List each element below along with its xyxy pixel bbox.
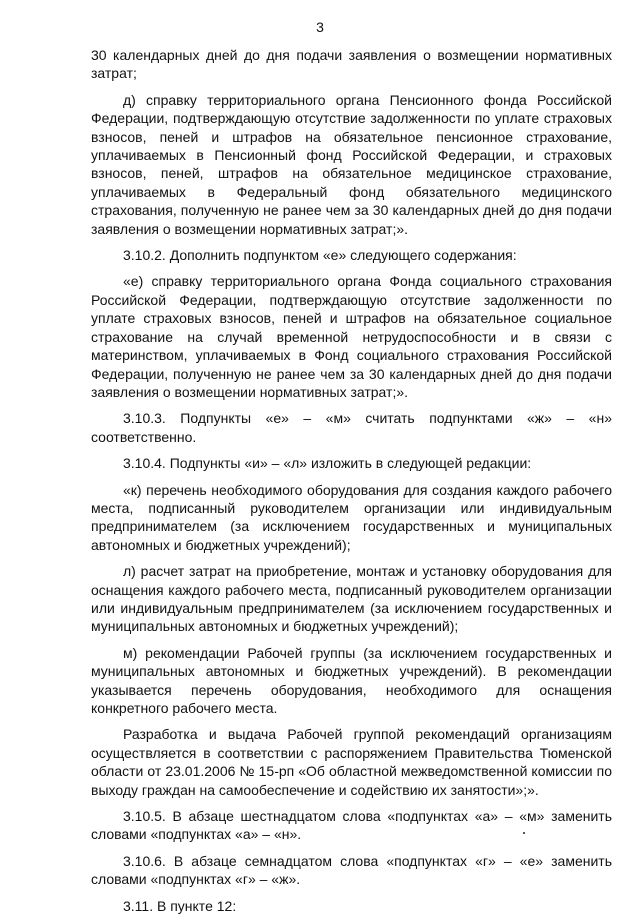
paragraph-3-10-4: 3.10.4. Подпункты «и» – «л» изложить в следующей редакции: [123,455,532,472]
scan-speck [523,832,525,834]
paragraph-item-k: «к) перечень необходимого оборудования для создания каждого рабочего места, подписанный руководителем организации или индивидуальным предпринимателем (за исключением государственных и муниципальных автономных и бюджетных учреждений); [91,481,612,553]
page-number: 3 [316,19,324,35]
document-body [91,46,612,923]
paragraph-item-e: «е) справку территориального органа Фонда социального страхования Российской Федерации, подтверждающую отсутствие задолженности по уплате страховых взносов, пеней и штрафов на обязательное социальное страхование на случай временной нетрудоспособности и в связи с материнством, уплачиваемых в Фонд социального страхования Российской Федерации, полученную не ранее чем за 30 календарных дней до дня подачи заявления о возмещении нормативных затрат;». [91,273,612,400]
paragraph-3-10-3: 3.10.3. Подпункты «е» – «м» считать подпунктами «ж» – «н» соответственно. [91,410,612,445]
paragraph-3-11: 3.11. В пункте 12: [123,897,237,914]
paragraph-3-10-2: 3.10.2. Дополнить подпунктом «е» следующего содержания: [123,247,517,264]
paragraph-3-10-5: 3.10.5. В абзаце шестнадцатом слова «подпунктах «а» – «м» заменить словами «подпунктах «а» – «н». [91,808,612,843]
paragraph-working-group: Разработка и выдача Рабочей группой рекомендаций организациям осуществляется в соответствии с распоряжением Правительства Тюменской области от 23.01.2006 № 15-рп «Об областной межведомственной комиссии по выходу граждан на самообеспечение и содействию их занятости»;». [91,726,612,798]
paragraph-item-m: м) рекомендации Рабочей группы (за исключением государственных и муниципальных автономных и бюджетных учреждений). В рекомендации указывается перечень оборудования, необходимого для оснащения конкретного рабочего места. [91,644,612,716]
paragraph-continuation: 30 календарных дней до дня подачи заявления о возмещении нормативных затрат; [91,47,612,82]
paragraph-item-d: д) справку территориального органа Пенсионного фонда Российской Федерации, подтверждающую отсутствие задолженности по уплате страховых взносов, пеней и штрафов на обязательное пенсионное страхование, уплачиваемых в Пенсионный фонд Российской Федерации, и страховых взносов, пеней, штрафов на обязательное медицинское страхование, уплачиваемых в Федеральный фонд обязательного медицинского страхования, полученную не ранее чем за 30 календарных дней до дня подачи заявления о возмещении нормативных затрат;». [91,91,612,237]
paragraph-item-l: л) расчет затрат на приобретение, монтаж и установку оборудования для оснащения каждого рабочего места, подписанный руководителем организации или индивидуальным предпринимателем (за исключением государственных и муниципальных автономных и бюджетных учреждений); [91,563,612,635]
paragraph-3-10-6: 3.10.6. В абзаце семнадцатом слова «подпунктах «г» – «е» заменить словами «подпунктах «г» – «ж». [91,852,612,888]
